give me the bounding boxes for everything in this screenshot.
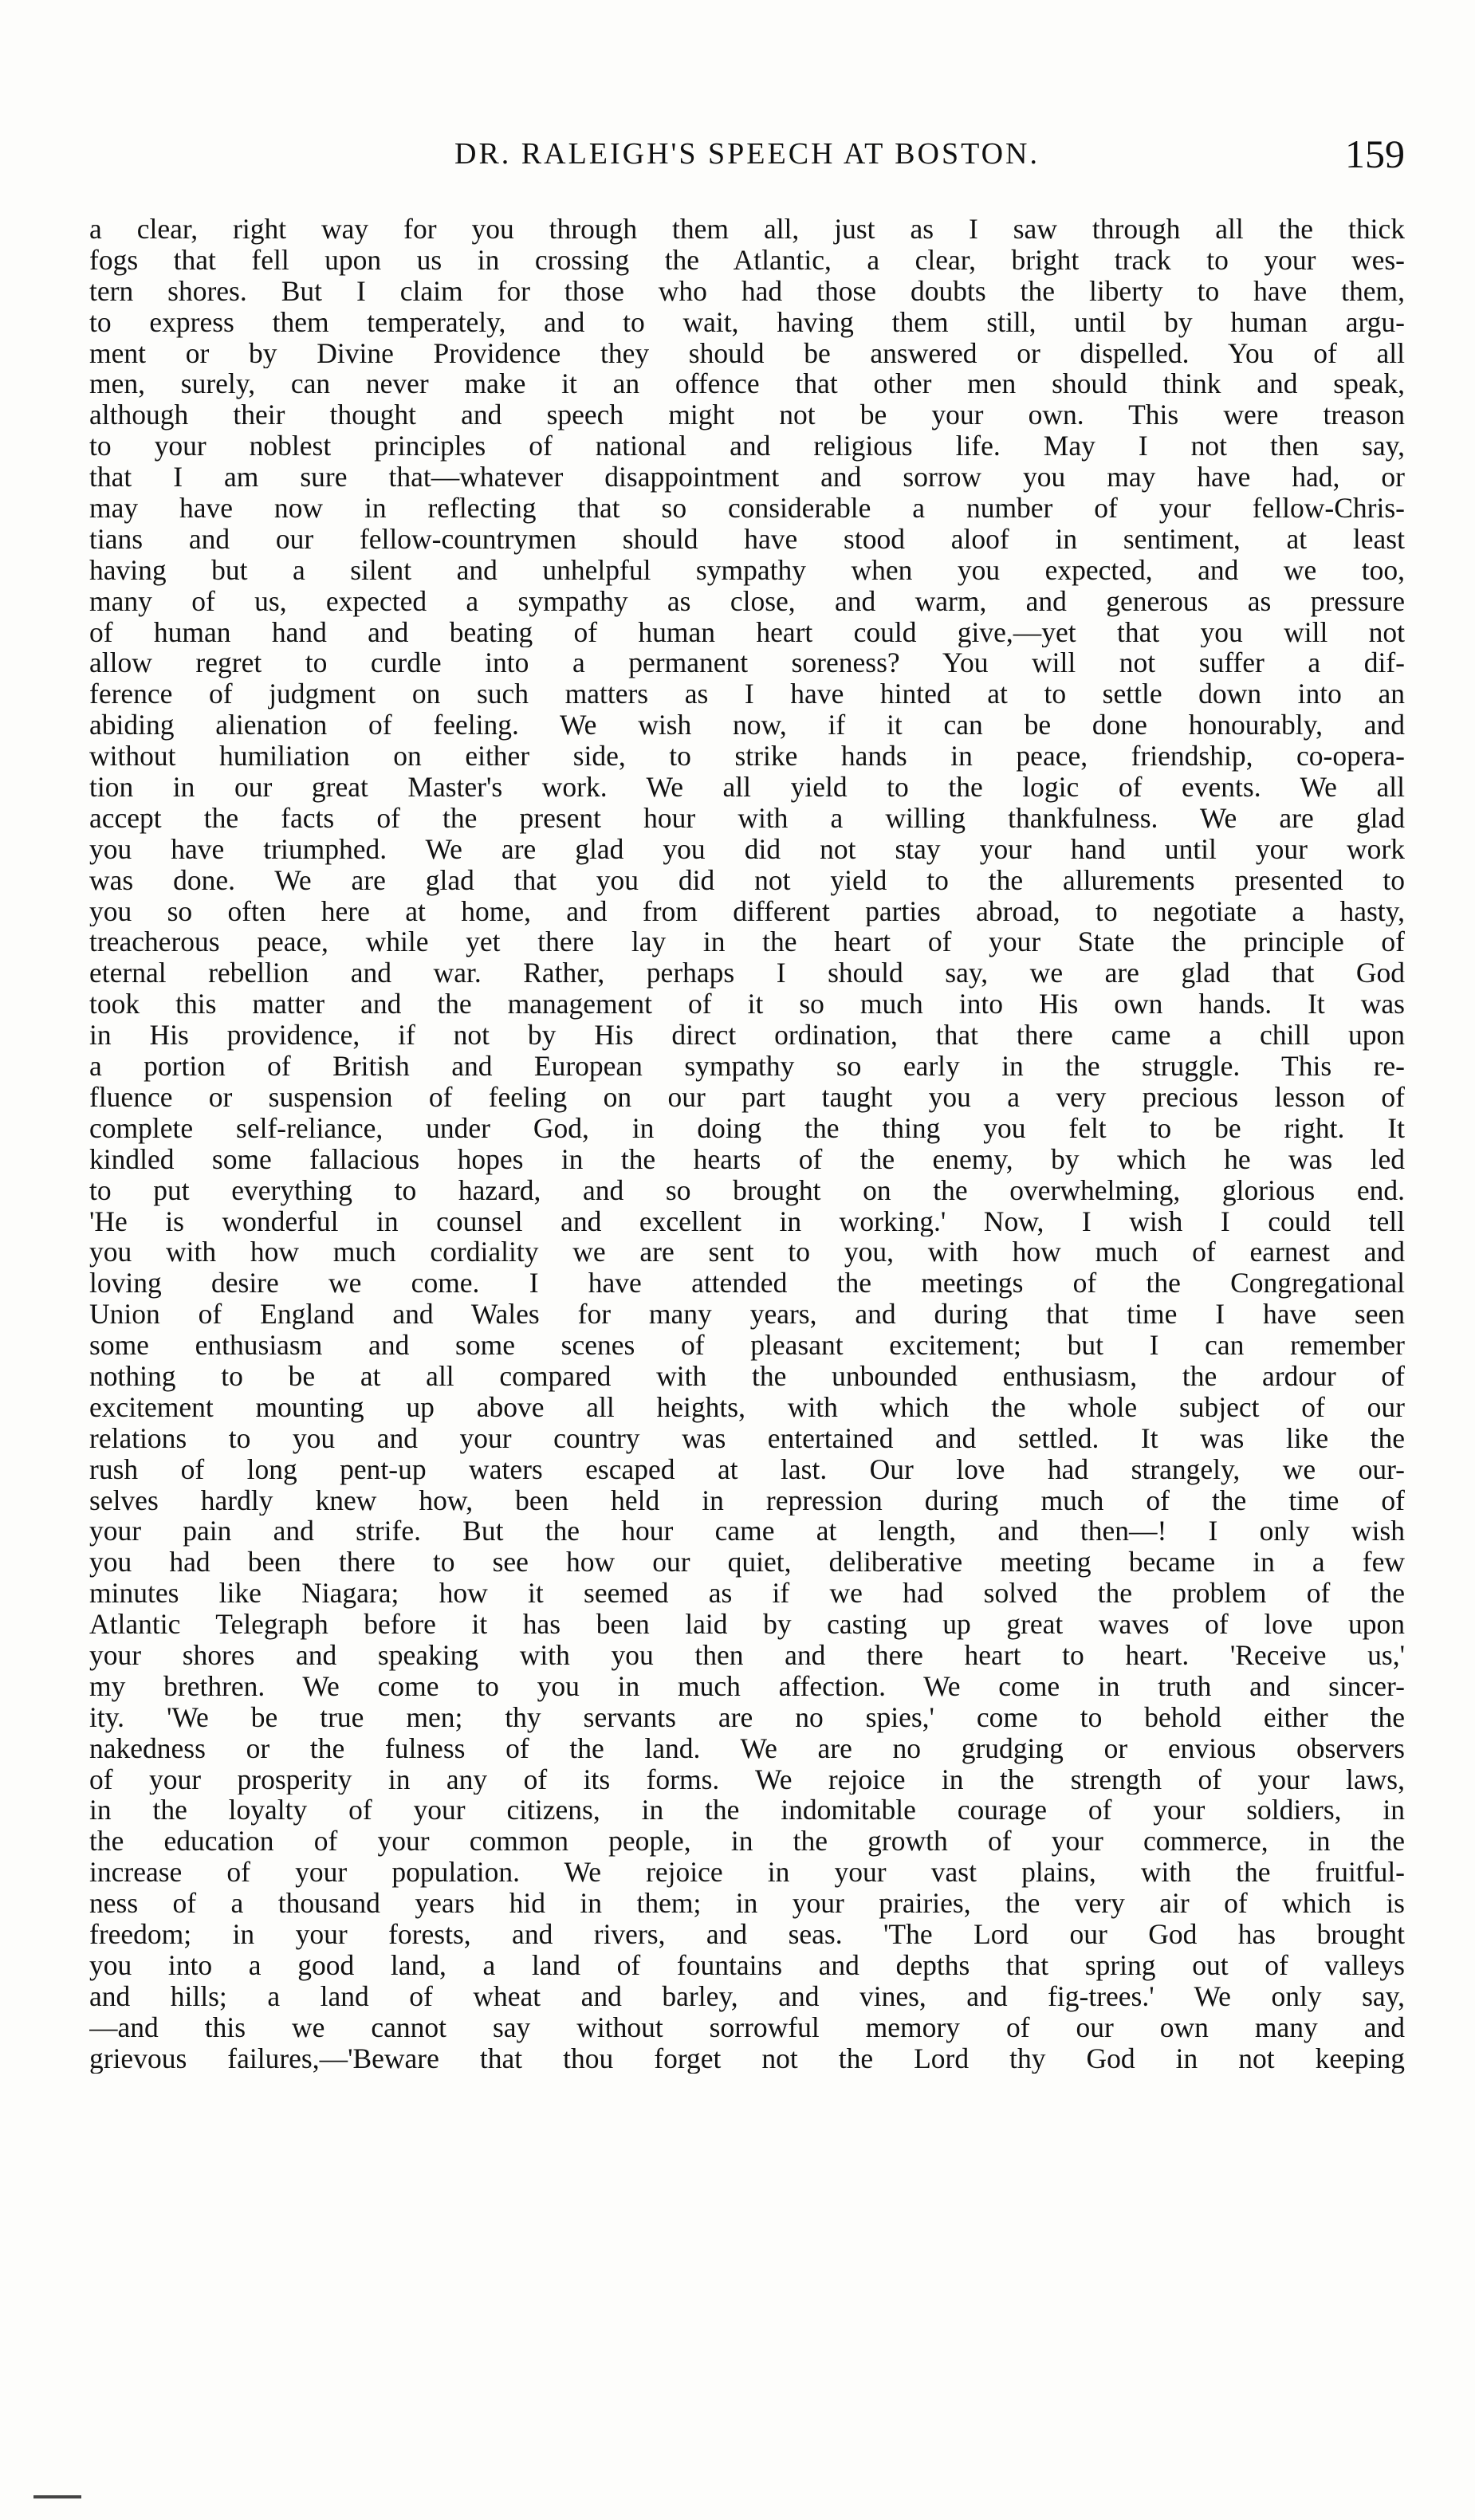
text-line: you so often here at home, and from different parties abroad, to negotiate a hasty, [89, 895, 1405, 927]
text-line: your pain and strife. But the hour came at length, and then—! I only wish [89, 1516, 1405, 1547]
text-line: eternal rebellion and war. Rather, perhaps I should say, we are glad that God [89, 957, 1405, 989]
text-line: fogs that fell upon us in crossing the Atlantic, a clear, bright track to your wes- [89, 244, 1405, 276]
text-line: of human hand and beating of human heart could give,—yet that you will not [89, 616, 1405, 648]
text-line: of your prosperity in any of its forms. We rejoice in the strength of your laws, [89, 1763, 1405, 1795]
text-line: ness of a thousand years hid in them; in your prairies, the very air of which is [89, 1888, 1405, 1919]
page-number: 159 [1345, 132, 1405, 176]
text-line: a clear, right way for you through them all, just as I saw through all the thick [89, 214, 1405, 245]
text-line: in the loyalty of your citizens, in the indomitable courage of your soldiers, in [89, 1795, 1405, 1826]
text-line: a portion of British and European sympathy so early in the struggle. This re- [89, 1051, 1405, 1082]
text-line: nakedness or the fulness of the land. We are no grudging or envious observers [89, 1732, 1405, 1764]
text-line: selves hardly knew how, been held in repression during much of the time of [89, 1484, 1405, 1516]
running-head [89, 126, 1405, 182]
text-line: 'He is wonderful in counsel and excellent in working.' Now, I wish I could tell [89, 1205, 1405, 1237]
running-title: DR. RALEIGH'S SPEECH AT BOSTON. [454, 137, 1040, 171]
text-line: your shores and speaking with you then and there heart to heart. 'Receive us,' [89, 1639, 1405, 1671]
text-line: many of us, expected a sympathy as close, and warm, and generous as pressure [89, 585, 1405, 617]
footer-rule [33, 2495, 81, 2498]
text-line: tion in our great Master's work. We all yield to the logic of events. We all [89, 772, 1405, 803]
text-line: excitement mounting up above all heights, with which the whole subject of our [89, 1391, 1405, 1423]
text-line: loving desire we come. I have attended the meetings of the Congregational [89, 1268, 1405, 1299]
text-line: without humiliation on either side, to strike hands in peace, friendship, co-opera- [89, 741, 1405, 773]
text-line: Atlantic Telegraph before it has been laid by casting up great waves of love upon [89, 1609, 1405, 1640]
text-line: that I am sure that—whatever disappointment and sorrow you may have had, or [89, 462, 1405, 493]
text-line: men, surely, can never make it an offence that other men should think and speak, [89, 368, 1405, 400]
body-text [89, 214, 1405, 2074]
text-line: and hills; a land of wheat and barley, and vines, and fig-trees.' We only say, [89, 1980, 1405, 2012]
text-line: ment or by Divine Providence they should be answered or dispelled. You of all [89, 337, 1405, 369]
text-line: the education of your common people, in the growth of your commerce, in the [89, 1826, 1405, 1858]
text-line: ference of judgment on such matters as I have hinted at to settle down into an [89, 678, 1405, 710]
text-line: minutes like Niagara; how it seemed as if we had solved the problem of the [89, 1578, 1405, 1610]
text-line: grievous failures,—'Beware that thou forget not the Lord thy God in not keeping [89, 2042, 1405, 2074]
text-line: some enthusiasm and some scenes of pleasant excitement; but I can remember [89, 1330, 1405, 1361]
text-line: having but a silent and unhelpful sympathy when you expected, and we too, [89, 554, 1405, 586]
text-line: kindled some fallacious hopes in the hearts of the enemy, by which he was led [89, 1143, 1405, 1175]
text-line: although their thought and speech might not be your own. This were treason [89, 399, 1405, 431]
text-line: relations to you and your country was entertained and settled. It was like the [89, 1422, 1405, 1454]
text-line: was done. We are glad that you did not yield to the allurements presented to [89, 864, 1405, 896]
text-line: tians and our fellow-countrymen should have stood aloof in sentiment, at least [89, 523, 1405, 555]
text-line: Union of England and Wales for many years, and during that time I have seen [89, 1299, 1405, 1331]
text-line: tern shores. But I claim for those who had those doubts the liberty to have them, [89, 275, 1405, 307]
text-line: you had been there to see how our quiet, deliberative meeting became in a few [89, 1547, 1405, 1578]
text-line: increase of your population. We rejoice in your vast plains, with the fruitful- [89, 1857, 1405, 1889]
text-line: took this matter and the management of it so much into His own hands. It was [89, 989, 1405, 1020]
text-line: abiding alienation of feeling. We wish now, if it can be done honourably, and [89, 710, 1405, 741]
text-line: may have now in reflecting that so considerable a number of your fellow-Chris- [89, 493, 1405, 524]
text-line: —and this we cannot say without sorrowful memory of our own many and [89, 2011, 1405, 2043]
text-line: you have triumphed. We are glad you did not stay your hand until your work [89, 833, 1405, 865]
text-line: to express them temperately, and to wait, having them still, until by human argu- [89, 306, 1405, 338]
text-line: ity. 'We be true men; thy servants are no spies,' come to behold either the [89, 1701, 1405, 1733]
text-line: freedom; in your forests, and rivers, and seas. 'The Lord our God has brought [89, 1918, 1405, 1950]
text-line: nothing to be at all compared with the unbounded enthusiasm, the ardour of [89, 1360, 1405, 1392]
text-line: to your noblest principles of national and religious life. May I not then say, [89, 430, 1405, 462]
text-line: treacherous peace, while yet there lay in the heart of your State the principle of [89, 926, 1405, 958]
text-line: rush of long pent-up waters escaped at last. Our love had strangely, we our- [89, 1453, 1405, 1485]
text-line: accept the facts of the present hour with a willing thankfulness. We are glad [89, 802, 1405, 834]
text-line: allow regret to curdle into a permanent soreness? You will not suffer a dif- [89, 647, 1405, 679]
text-line: fluence or suspension of feeling on our part taught you a very precious lesson of [89, 1081, 1405, 1113]
text-line: you with how much cordiality we are sent to you, with how much of earnest and [89, 1236, 1405, 1268]
text-line: in His providence, if not by His direct ordination, that there came a chill upon [89, 1020, 1405, 1052]
text-line: to put everything to hazard, and so brought on the overwhelming, glorious end. [89, 1174, 1405, 1206]
text-line: you into a good land, a land of fountains and depths that spring out of valleys [89, 1949, 1405, 1981]
text-line: complete self-reliance, under God, in doing the thing you felt to be right. It [89, 1112, 1405, 1144]
text-line: my brethren. We come to you in much affection. We come in truth and sincer- [89, 1670, 1405, 1702]
